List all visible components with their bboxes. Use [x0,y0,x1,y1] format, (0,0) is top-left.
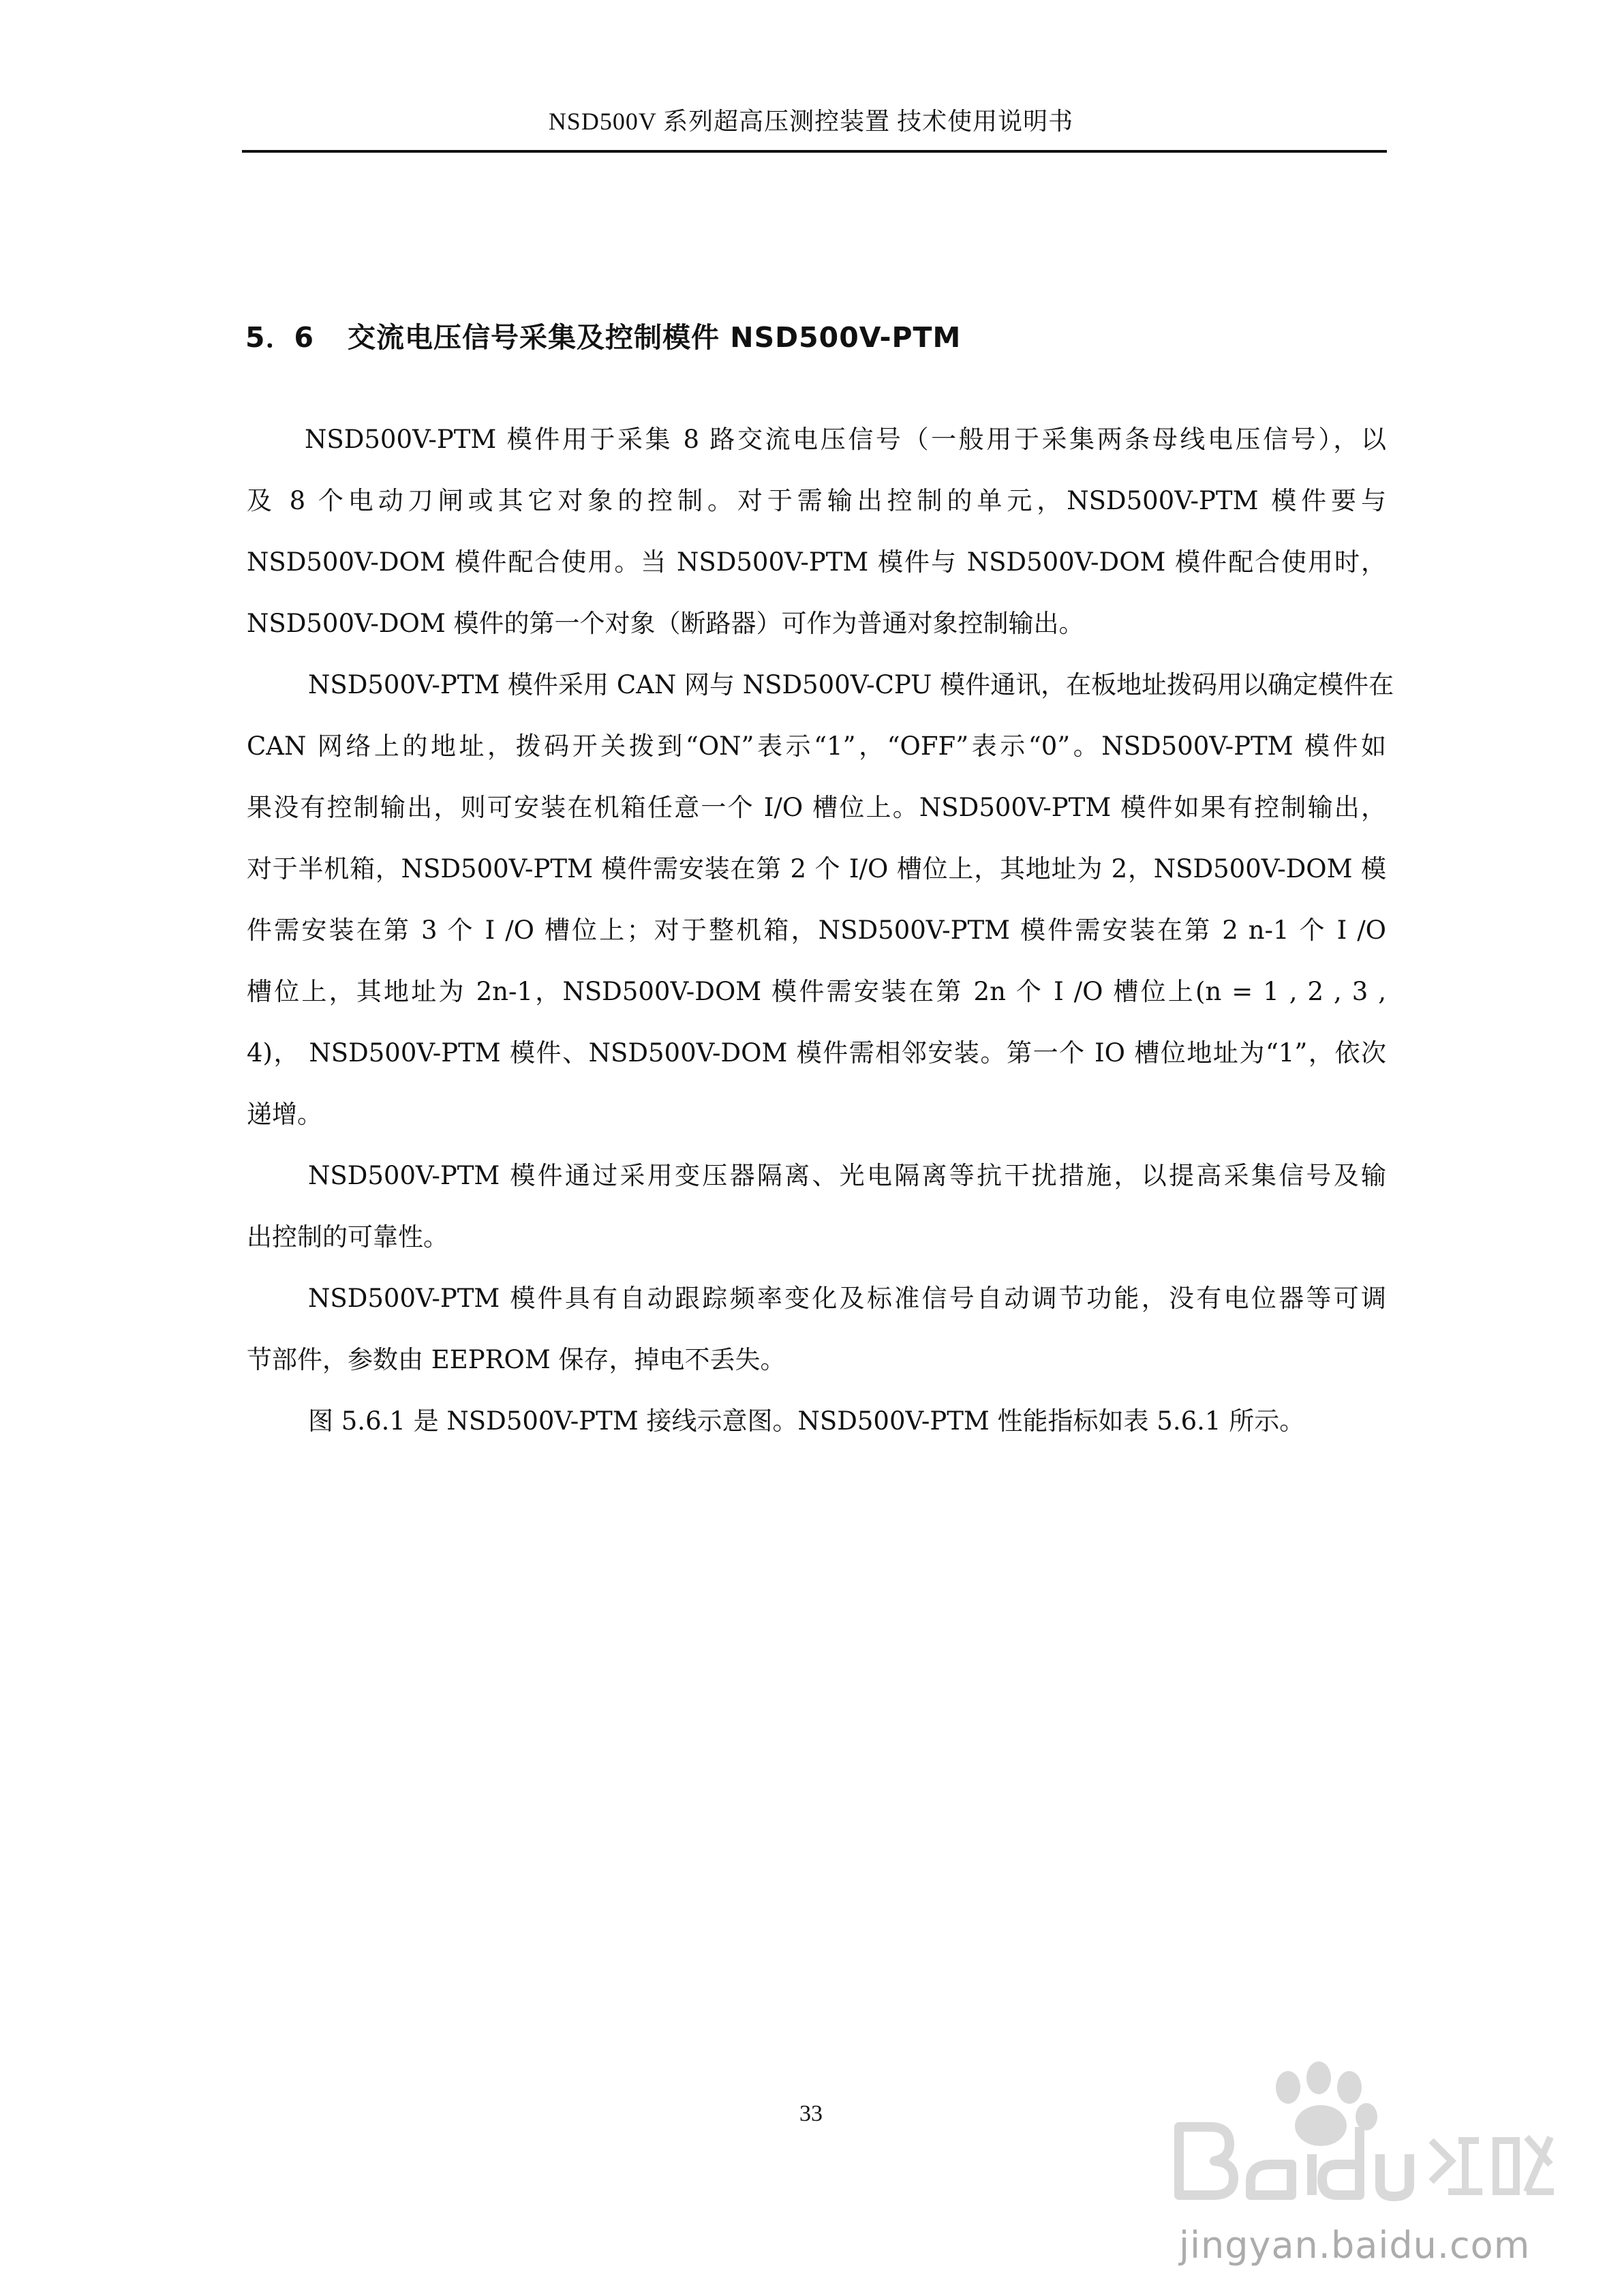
paragraph-1-line-4: NSD500V-DOM 模件的第一个对象（断路器）可作为普通对象控制输出。 [247,609,1084,638]
paragraph-1-line-3: NSD500V-DOM 模件配合使用。当 NSD500V-PTM 模件与 NSD500V-DOM 模件配合使用时， [247,547,1386,577]
section-heading [245,315,961,355]
paragraph-2-line-7: 4)， NSD500V-PTM 模件、NSD500V-DOM 模件需相邻安装。第一个 IO 槽位地址为“1”，依次 [247,1038,1386,1068]
paragraph-2-line-6: 槽位上，其地址为 2n-1，NSD500V-DOM 模件需安装在第 2n 个 I /O 槽位上(n = 1 , 2 , 3 , [247,977,1386,1006]
paragraph-2-line-3: 果没有控制输出，则可安装在机箱任意一个 I/O 槽位上。NSD500V-PTM 模件如果有控制输出， [247,793,1386,822]
paragraph-2-line-4: 对于半机箱，NSD500V-PTM 模件需安装在第 2 个 I/O 槽位上，其地址为 2，NSD500V-DOM 模 [247,854,1386,883]
paragraph-5-line-1: 图 5.6.1 是 NSD500V-PTM 接线示意图。NSD500V-PTM 性能指标如表 5.6.1 所示。 [308,1406,1305,1436]
paragraph-1-line-1: NSD500V-PTM 模件用于采集 8 路交流电压信号（一般用于采集两条母线电压信号），以 [305,425,1386,454]
header-divider [242,150,1387,153]
paragraph-1-line-2: 及 8 个电动刀闸或其它对象的控制。对于需输出控制的单元，NSD500V-PTM 模件要与 [247,486,1386,515]
paragraph-2-line-2: CAN 网络上的地址，拨码开关拨到“ON”表示“1”，“OFF”表示“0”。NSD500V-PTM 模件如 [247,731,1386,761]
watermark-url: jingyan.baidu.com [1179,2224,1531,2267]
paragraph-3-line-1: NSD500V-PTM 模件通过采用变压器隔离、光电隔离等抗干扰措施，以提高采集信号及输 [308,1161,1386,1190]
paragraph-4-line-1: NSD500V-PTM 模件具有自动跟踪频率变化及标准信号自动调节功能，没有电位器等可调 [308,1284,1386,1313]
paragraph-2-line-1: NSD500V-PTM 模件采用 CAN 网与 NSD500V-CPU 模件通讯，在板地址拨码用以确定模件在 [308,670,1394,699]
page-header-title: NSD500V 系列超高压测控装置 技术使用说明书 [548,108,1074,135]
section-title-text: 交流电压信号采集及控制模件 NSD500V-PTM [348,321,962,354]
document-body [247,409,1394,1452]
page-number: 33 [799,2101,823,2126]
paragraph-2-line-8: 递增。 [247,1100,322,1129]
paragraph-2-line-5: 件需安装在第 3 个 I /O 槽位上；对于整机箱，NSD500V-PTM 模件需安装在第 2 n-1 个 I /O [247,916,1386,945]
section-number: 5．6 [245,321,315,354]
paragraph-4-line-2: 节部件，参数由 EEPROM 保存，掉电不丢失。 [247,1345,786,1374]
paragraph-3-line-2: 出控制的可靠性。 [247,1222,448,1252]
